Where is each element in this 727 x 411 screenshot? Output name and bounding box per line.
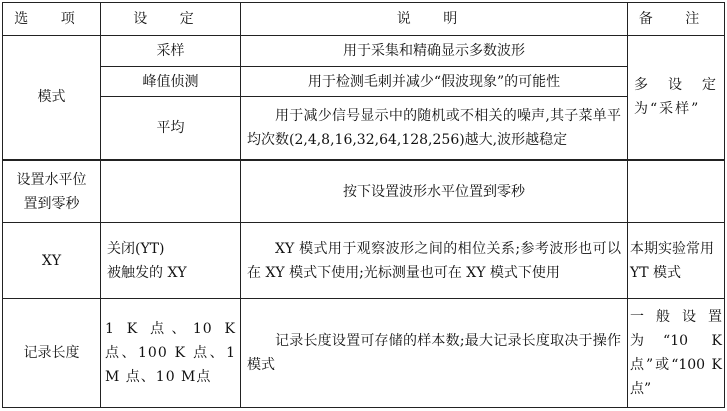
record-description: 记录长度设置可存储的样本数;最大记录长度取决于操作模式 [241, 298, 628, 407]
mode-average-description: 用于减少信号显示中的随机或不相关的噪声,其子菜单平均次数(2,4,8,16,32,64,128,256)越大,波形越稳定 [241, 97, 628, 160]
xy-note: 本期实验常用YT 模式 [628, 223, 725, 298]
mode-average-setting: 平均 [101, 97, 241, 160]
mode-option-cell: 模式 [3, 36, 101, 160]
xy-setting-line-2: 被触发的 XY [107, 264, 187, 281]
mode-sample-setting: 采样 [101, 36, 241, 67]
record-setting: 1 K 点、10 K 点、100 K 点、1 M 点、10 M点 [101, 298, 241, 407]
table-row-mode-peak [3, 67, 725, 97]
table-row-mode-average [3, 97, 725, 160]
record-note: 一般设置为“10 K 点”或“100 K点” [628, 298, 725, 407]
table-row-horizontal-position [3, 160, 725, 223]
mode-peak-description: 用于检测毛刺并减少“假波现象”的可能性 [241, 67, 628, 97]
xy-setting-line-1: 关闭(YT) [107, 240, 165, 257]
hpos-note [628, 160, 725, 223]
header-row [3, 3, 725, 36]
hpos-option: 设置水平位置到零秒 [3, 160, 101, 223]
xy-setting-cell [101, 223, 241, 298]
settings-table [2, 2, 725, 408]
mode-sample-description: 用于采集和精确显示多数波形 [241, 36, 628, 67]
table-row-mode-sample [3, 36, 725, 67]
mode-peak-setting: 峰值侦测 [101, 67, 241, 97]
hpos-setting [101, 160, 241, 223]
record-option: 记录长度 [3, 298, 101, 407]
header-option: 选 项 [3, 3, 101, 36]
table-row-xy [3, 223, 725, 298]
table-row-record-length [3, 298, 725, 407]
xy-description: XY 模式用于观察波形之间的相位关系;参考波形也可以在 XY 模式下使用;光标测量也可在 XY 模式下使用 [241, 223, 628, 298]
header-note: 备 注 [628, 3, 725, 36]
xy-option: XY [3, 223, 101, 298]
header-setting: 设 定 [101, 3, 241, 36]
mode-note: 多设定为“采样” [628, 36, 725, 160]
header-description: 说 明 [241, 3, 628, 36]
hpos-description: 按下设置波形水平位置到零秒 [241, 160, 628, 223]
